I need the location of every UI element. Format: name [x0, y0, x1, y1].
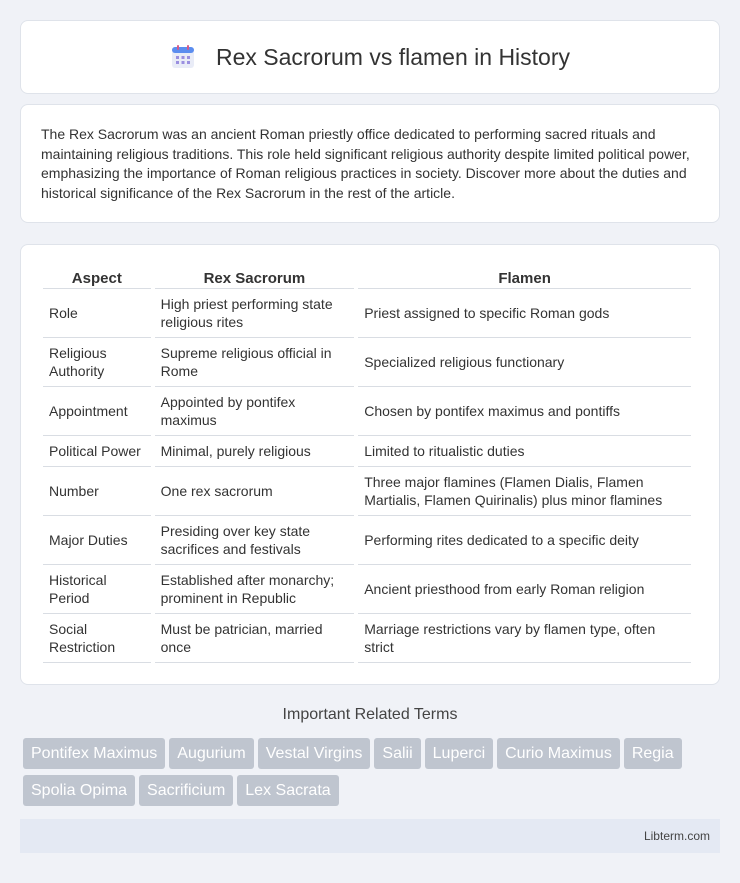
table-row: [43, 614, 691, 663]
tag-luperci[interactable]: Luperci: [425, 738, 493, 769]
table-row: [43, 436, 691, 467]
tag-lex-sacrata[interactable]: Lex Sacrata: [237, 775, 338, 806]
aspect-cell: Social Restriction: [43, 614, 151, 663]
table-row: [43, 565, 691, 614]
rex-cell: Established after monarchy; prominent in Republic: [155, 565, 355, 614]
table-row: [43, 516, 691, 565]
aspect-cell: Historical Period: [43, 565, 151, 614]
rex-cell: High priest performing state religious rites: [155, 289, 355, 338]
flamen-cell: Three major flamines (Flamen Dialis, Flamen Martialis, Flamen Quirinalis) plus minor flamines: [358, 467, 691, 516]
flamen-cell: Priest assigned to specific Roman gods: [358, 289, 691, 338]
tag-salii[interactable]: Salii: [374, 738, 420, 769]
comparison-card: [20, 244, 720, 685]
aspect-cell: Appointment: [43, 387, 151, 436]
flamen-cell: Ancient priesthood from early Roman religion: [358, 565, 691, 614]
table-header-row: [43, 265, 691, 289]
calendar-icon: [170, 44, 196, 70]
related-tags: [23, 738, 723, 812]
page-title: Rex Sacrorum vs flamen in History: [215, 43, 571, 70]
flamen-cell: Specialized religious functionary: [358, 338, 691, 387]
table-row: [43, 467, 691, 516]
header-rex-sacrorum: Rex Sacrorum: [155, 265, 355, 289]
tag-vestal-virgins[interactable]: Vestal Virgins: [258, 738, 371, 769]
tag-sacrificium[interactable]: Sacrificium: [139, 775, 233, 806]
aspect-cell: Major Duties: [43, 516, 151, 565]
rex-cell: Minimal, purely religious: [155, 436, 355, 467]
footer: [20, 819, 720, 853]
flamen-cell: Chosen by pontifex maximus and pontiffs: [358, 387, 691, 436]
comparison-table: [39, 265, 695, 663]
footer-site-link[interactable]: Libterm.com: [643, 829, 710, 843]
aspect-cell: Political Power: [43, 436, 151, 467]
rex-cell: One rex sacrorum: [155, 467, 355, 516]
rex-cell: Supreme religious official in Rome: [155, 338, 355, 387]
rex-cell: Presiding over key state sacrifices and festivals: [155, 516, 355, 565]
tag-augurium[interactable]: Augurium: [169, 738, 253, 769]
flamen-cell: Performing rites dedicated to a specific deity: [358, 516, 691, 565]
related-terms-title: Important Related Terms: [282, 706, 458, 723]
aspect-cell: Number: [43, 467, 151, 516]
aspect-cell: Role: [43, 289, 151, 338]
header-aspect: Aspect: [43, 265, 151, 289]
rex-cell: Must be patrician, married once: [155, 614, 355, 663]
intro-text: The Rex Sacrorum was an ancient Roman priestly office dedicated to performing sacred rituals and maintaining religious traditions. This role held significant religious authority despite limited political power, emphasizing the importance of Roman religious practices in society. Discover more about the duties and historical significance of the Rex Sacrorum in the rest of the article.: [41, 126, 690, 201]
tag-spolia-opima[interactable]: Spolia Opima: [23, 775, 135, 806]
flamen-cell: Marriage restrictions vary by flamen type, often strict: [358, 614, 691, 663]
tag-pontifex-maximus[interactable]: Pontifex Maximus: [23, 738, 165, 769]
header-flamen: Flamen: [358, 265, 691, 289]
table-row: [43, 387, 691, 436]
rex-cell: Appointed by pontifex maximus: [155, 387, 355, 436]
intro-card: [20, 104, 720, 223]
table-row: [43, 289, 691, 338]
table-row: [43, 338, 691, 387]
aspect-cell: Religious Authority: [43, 338, 151, 387]
tag-regia[interactable]: Regia: [624, 738, 682, 769]
flamen-cell: Limited to ritualistic duties: [358, 436, 691, 467]
tag-curio-maximus[interactable]: Curio Maximus: [497, 738, 620, 769]
header-card: [20, 20, 720, 94]
